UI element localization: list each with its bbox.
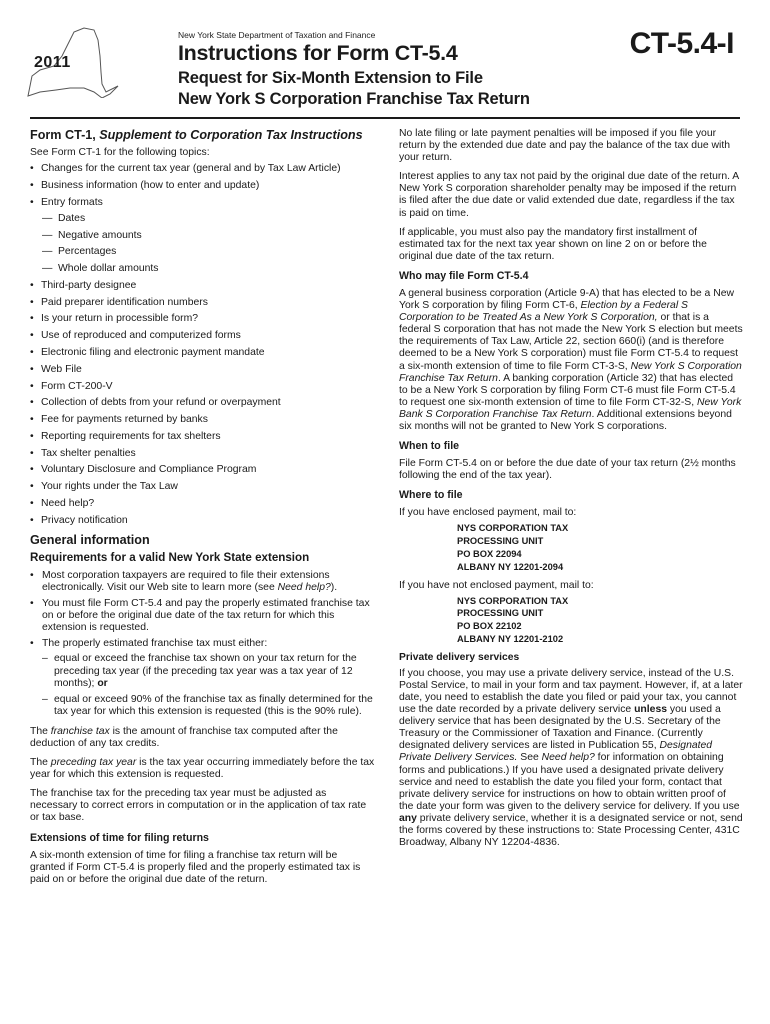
mailing-address-without-payment <box>457 595 743 646</box>
no-late-penalties-paragraph: No late filing or late payment penalties will be imposed if you file your return by the extended due date and pay the balance of the tax due with your return. <box>399 128 731 164</box>
who-text-1: A general business corporation (Article 9-A) that has elected to be a New York S corporation by filing Form CT-6, <box>399 287 734 312</box>
list-item: • Collection of debts from your refund or overpayment <box>30 397 375 409</box>
list-item: • Need help? <box>30 498 375 510</box>
see-ct1-text: See Form CT-1 for the following topics: <box>30 147 210 158</box>
franchise-tax-definition <box>30 726 375 750</box>
ct1-heading-title: Supplement to Corporation Tax Instructions <box>99 128 363 142</box>
list-item <box>30 570 375 594</box>
who-may-file-heading: Who may file Form CT-5.4 <box>399 269 529 282</box>
when-to-file-heading: When to file <box>399 440 460 453</box>
pd-text-3: See <box>517 752 542 764</box>
extensions-heading: Extensions of time for filing returns <box>30 831 209 844</box>
ct1-heading-prefix: Form CT-1, <box>30 128 100 142</box>
def2-term: preceding tax year <box>50 757 137 769</box>
address-line: PROCESSING UNIT <box>457 536 544 547</box>
pd-text-1: If you choose, you may use a private delivery service, instead of the U.S. Postal Service, to mail in your form and tax payment. However, if, at a later date, you need to establish the date you filed or paid your tax, you cannot use the date recorded by a private delivery service <box>399 667 743 716</box>
pd-text-5: private delivery service, whether it is a designated service or not, send the forms covered by these instructions to: State Processing Center, 431C Broadway, Albany NY 12204-4836. <box>399 812 743 849</box>
list-item: — Negative amounts <box>41 230 375 242</box>
list-item <box>30 638 375 718</box>
list-item: – equal or exceed 90% of the franchise tax as finally determined for the tax year for which this extension is requested (this is the 90% rule). <box>42 694 375 718</box>
pd-text-2: you used a delivery service that has been designated by the U.S. Secretary of the Treasury or the Commissioner of Taxation and Finance. (Currently designated delivery services are listed in Publication 55, <box>399 704 721 752</box>
need-help-reference: Need help? <box>541 752 595 764</box>
list-item <box>30 197 375 275</box>
interest-paragraph: Interest applies to any tax not paid by the original due date of the return. A New York S corporation shareholder penalty may be imposed if the return is filed after the due date or valid extended due date, regardless if the tax is paid on time. <box>399 171 739 219</box>
list-item: — Percentages <box>41 246 375 258</box>
left-column <box>30 128 375 893</box>
subtitle-line-2: New York S Corporation Franchise Tax Return <box>178 90 530 108</box>
list-item <box>42 653 375 689</box>
where-to-file-heading: Where to file <box>399 489 463 502</box>
enclosed-payment-text: If you have enclosed payment, mail to: <box>399 507 577 519</box>
publication-55-title: Designated Private Delivery Services. <box>399 740 713 764</box>
who-text-3: . A banking corporation (Article 32) that has elected to be a New York S corporation by filing Form CT-6 must file Form CT-5.4 to request one six-month extension of time to file Form CT-32-S, <box>399 372 736 408</box>
list-item: • Reporting requirements for tax shelters <box>30 431 375 443</box>
requirements-heading: Requirements for a valid New York State extension <box>30 550 310 564</box>
who-may-file-paragraph <box>399 288 743 433</box>
no-payment-text: If you have not enclosed payment, mail to: <box>399 579 594 591</box>
department-name: New York State Department of Taxation and Finance <box>178 30 376 40</box>
address-line: ALBANY NY 12201-2094 <box>457 561 564 572</box>
def1-text: The <box>30 725 51 737</box>
page-subtitle <box>178 68 530 110</box>
list-item: • Form CT-200-V <box>30 381 375 393</box>
address-line: ALBANY NY 12201-2102 <box>457 634 564 645</box>
req3-text: The properly estimated franchise tax must either: <box>42 638 268 650</box>
need-help-reference: Need help? <box>277 581 331 593</box>
adjustment-paragraph: The franchise tax for the preceding tax year must be adjusted as necessary to correct errors in computation or in the application of tax rate or tax base. <box>30 788 367 824</box>
topics-list <box>30 163 375 527</box>
list-item-label: Entry formats <box>41 196 103 208</box>
mailing-address-with-payment <box>457 522 743 573</box>
form-ct3s-title: New York S Corporation Franchise Tax Return <box>399 360 742 384</box>
form-ct32s-title: New York Bank S Corporation Franchise Tax Return <box>399 396 742 420</box>
address-line: NYS CORPORATION TAX <box>457 523 569 534</box>
estimated-tax-sublist <box>42 653 375 717</box>
def1-text-end: is the amount of franchise tax computed after the deduction of any tax credits. <box>30 725 338 749</box>
def1-term: franchise tax <box>50 725 110 737</box>
who-text-4: . Additional extensions beyond six months will not be granted to New York S corporations. <box>399 408 732 432</box>
list-item: • You must file Form CT-5.4 and pay the properly estimated franchise tax on or before the original due date of the tax return for which this extension is requested. <box>30 598 375 634</box>
list-item: • Your rights under the Tax Law <box>30 481 375 493</box>
form-ct6-title: Election by a Federal S Corporation to be Treated As a New York S Corporation, <box>399 300 688 324</box>
list-item: • Fee for payments returned by banks <box>30 414 375 426</box>
header-divider <box>30 117 740 119</box>
pd-any: any <box>399 812 417 824</box>
form-code: CT-5.4-I <box>629 27 734 60</box>
list-item: • Is your return in processible form? <box>30 313 375 325</box>
list-item: — Whole dollar amounts <box>41 263 375 275</box>
list-item: • Voluntary Disclosure and Compliance Program <box>30 464 375 476</box>
list-item: • Tax shelter penalties <box>30 448 375 460</box>
entry-formats-sublist <box>41 213 375 275</box>
req1-text-end: ). <box>330 581 338 593</box>
address-line: PROCESSING UNIT <box>457 608 544 619</box>
pd-unless: unless <box>634 704 667 716</box>
page-title: Instructions for Form CT-5.4 <box>178 41 458 65</box>
extensions-paragraph: A six-month extension of time for filing a franchise tax return will be granted if Form CT-5.4 is properly filed and the properly estimated tax is paid on or before the original due date of the return. <box>30 849 361 885</box>
tax-year: 2011 <box>34 54 71 71</box>
list-item: • Changes for the current tax year (general and by Tax Law Article) <box>30 163 375 175</box>
list-item: • Business information (how to enter and update) <box>30 180 375 192</box>
right-column <box>399 128 743 856</box>
list-item: • Paid preparer identification numbers <box>30 297 375 309</box>
list-item: • Use of reproduced and computerized forms <box>30 330 375 342</box>
def2-text: The <box>30 757 51 769</box>
req1-text: Most corporation taxpayers are required to file their extensions electronically. Visit our Web site to learn more (see <box>42 569 330 593</box>
address-line: PO BOX 22102 <box>457 621 522 632</box>
ct1-heading <box>30 128 375 143</box>
address-line: NYS CORPORATION TAX <box>457 595 569 606</box>
list-item: • Electronic filing and electronic payment mandate <box>30 347 375 359</box>
requirements-list <box>30 570 375 718</box>
list-item: • Privacy notification <box>30 515 375 527</box>
sub1-text: equal or exceed the franchise tax shown on your tax return for the preceding tax year (if the preceding tax year was a tax year of 12 months); <box>54 653 357 689</box>
mandatory-installment-paragraph: If applicable, you must also pay the mandatory first installment of estimated tax for the next tax year shown on line 2 on or before the original due date of the tax return. <box>399 226 707 262</box>
general-information-heading: General information <box>30 532 150 547</box>
list-item: — Dates <box>41 213 375 225</box>
private-delivery-paragraph <box>399 668 743 849</box>
when-to-file-paragraph: File Form CT-5.4 on or before the due date of your tax return (2½ months following the end of the tax year). <box>399 458 736 482</box>
address-line: PO BOX 22094 <box>457 548 522 559</box>
list-item: • Web File <box>30 364 375 376</box>
private-delivery-heading: Private delivery services <box>399 651 520 663</box>
def2-text-end: is the tax year occurring immediately before the tax year for which this extension is requested. <box>30 757 375 781</box>
subtitle-line-1: Request for Six-Month Extension to File <box>178 69 483 87</box>
list-item: • Third-party designee <box>30 280 375 292</box>
preceding-tax-year-definition <box>30 757 375 781</box>
pd-text-4: for information on obtaining forms and publications.) If you have used a designated private delivery service and need to establish the date you filed your form, contact that private delivery service for instructions on how to obtain written proof of the date your form was given to the delivery service for delivery. If you use <box>399 752 740 812</box>
sub1-or: or <box>97 677 108 689</box>
who-text-2: or that is a federal S corporation that has not made the New York S election but meets the requirements of Tax Law, Article 22, section 660(i) (and is therefore deemed to be a New York S corporation) must file Form CT-5.4 to request a six-month extension of time to file Form CT-3-S, <box>399 312 743 372</box>
